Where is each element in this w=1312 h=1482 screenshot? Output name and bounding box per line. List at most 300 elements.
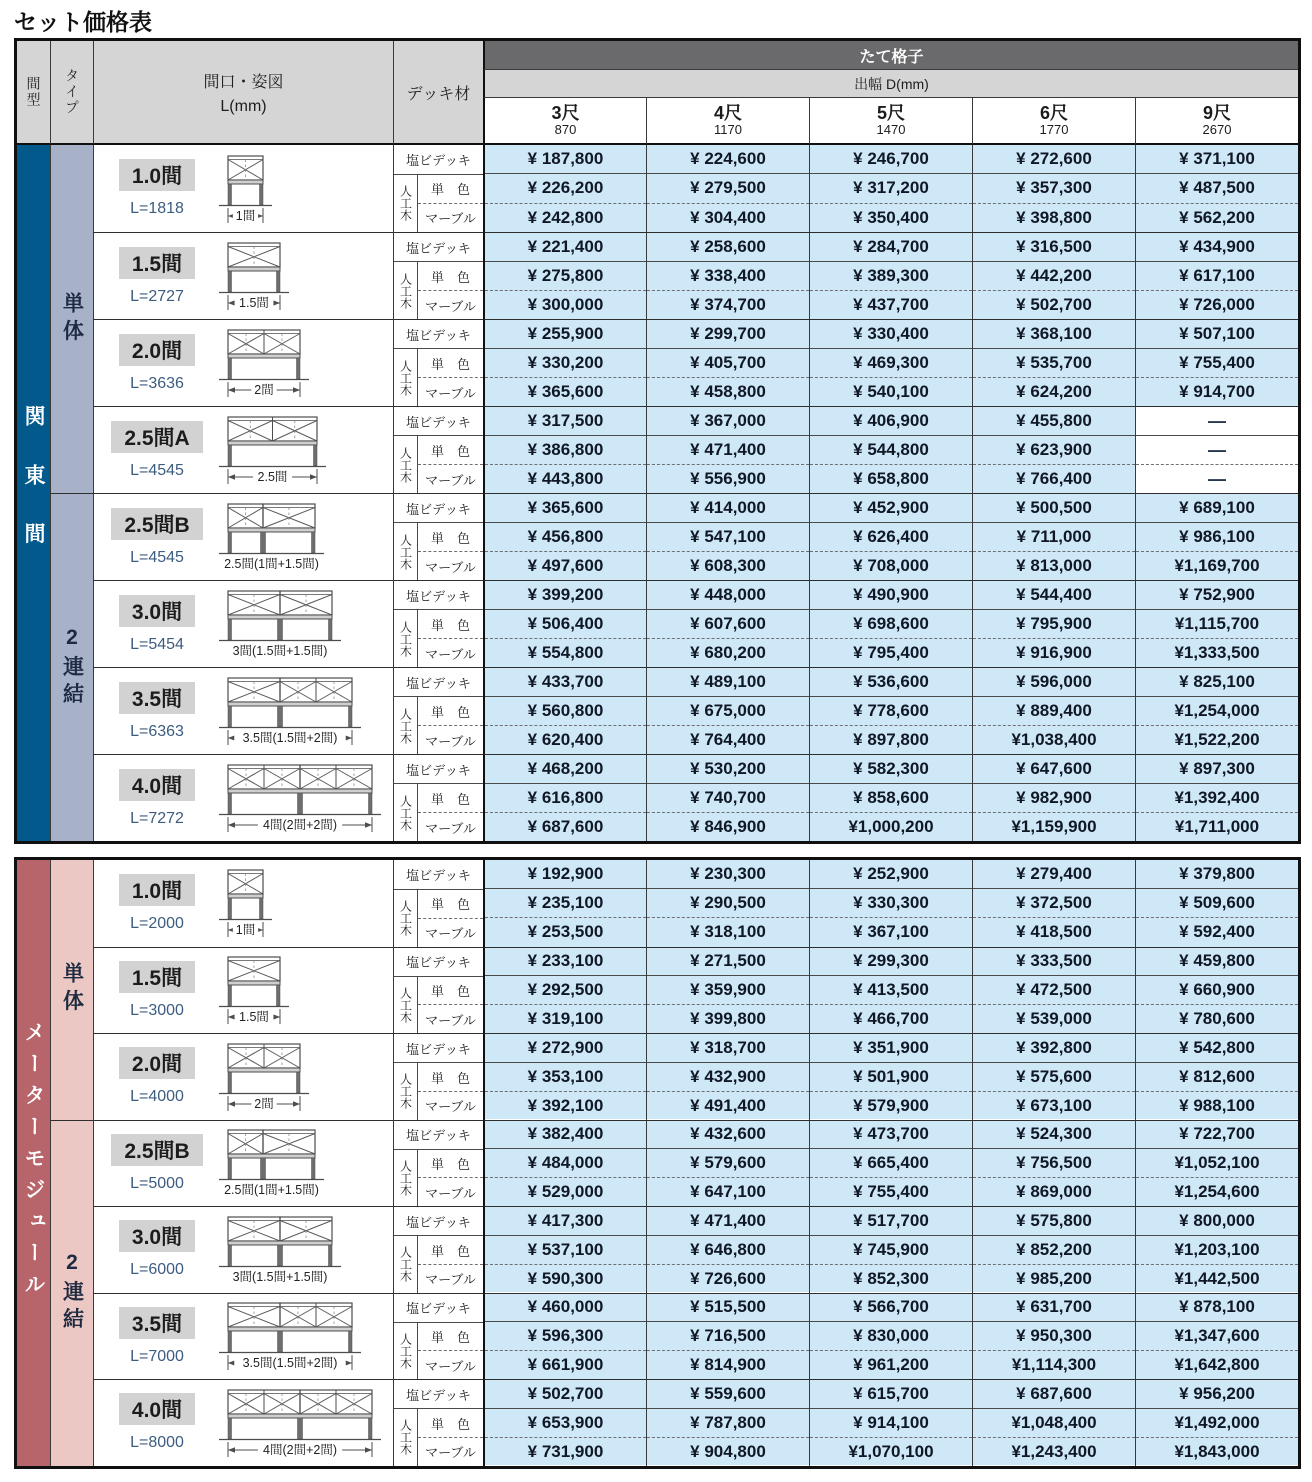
price-value: ¥ 716,500: [647, 1322, 809, 1351]
row-spec-cell: [93, 1120, 393, 1207]
price-value: ¥ 544,800: [810, 436, 972, 465]
deck-jinko-cell: [394, 436, 418, 493]
price-value: ¥ 579,600: [647, 1149, 809, 1178]
price-value: ¥1,070,100: [810, 1438, 972, 1466]
row-length: L=7000: [130, 1347, 184, 1365]
structure-diagram: [216, 954, 292, 1026]
price-value: ¥ 399,800: [647, 1005, 809, 1033]
price-value: ¥ 455,800: [973, 407, 1135, 436]
price-value: ¥ 304,400: [647, 204, 809, 232]
price-value: ¥ 434,900: [1136, 233, 1298, 262]
row-length: L=8000: [130, 1434, 184, 1452]
structure-diagram: [216, 1387, 384, 1459]
lattice-header: たて格子: [483, 41, 1298, 69]
row-label-block: [94, 581, 212, 667]
row-diagram: [212, 860, 393, 947]
price-value: ¥ 869,000: [973, 1178, 1135, 1206]
svg-text:1.5間: 1.5間: [239, 1010, 269, 1025]
price-cell: [809, 1293, 972, 1380]
deck-tan-label: 単 色: [418, 436, 483, 465]
price-cell: [1135, 232, 1298, 319]
svg-text:1間: 1間: [235, 208, 256, 223]
type-group: [50, 1120, 93, 1466]
structure-diagram: [216, 675, 364, 747]
deck-material-cell: [393, 493, 483, 580]
svg-text:2間: 2間: [254, 383, 274, 397]
row-length: L=5454: [130, 635, 184, 653]
structure-diagram: [216, 1300, 364, 1372]
row-diagram: [212, 145, 393, 232]
price-value: ¥ 338,400: [647, 262, 809, 291]
price-value: ¥ 271,500: [647, 948, 809, 977]
price-cell: [646, 1120, 809, 1207]
price-value: ¥ 330,200: [485, 349, 646, 378]
price-value: ¥ 852,200: [973, 1236, 1135, 1265]
price-cell: [483, 145, 646, 232]
price-value: ¥1,243,400: [973, 1438, 1135, 1466]
row-name: 1.5間: [119, 961, 195, 993]
price-value: ¥ 617,100: [1136, 262, 1298, 291]
price-cell: [1135, 493, 1298, 580]
row-label-block: [94, 1294, 212, 1380]
price-value: ¥ 653,900: [485, 1409, 646, 1438]
row-spec-cell: [93, 232, 393, 319]
deck-jinko-label: 人工木: [398, 185, 413, 222]
price-value: ¥ 673,100: [973, 1092, 1135, 1120]
price-cell: [972, 406, 1135, 493]
deck-jinko-cell: [394, 1063, 418, 1119]
price-cell: [1135, 1033, 1298, 1120]
row-spec-cell: [93, 1293, 393, 1380]
deck-jinko-label: 人工木: [398, 359, 413, 396]
row-spec-cell: [93, 947, 393, 1034]
deck-tan-label: 単 色: [418, 610, 483, 639]
price-cell: [972, 1379, 1135, 1466]
price-cell: [972, 1033, 1135, 1120]
deck-jinko-cell: [394, 349, 418, 406]
price-value: ¥ 986,100: [1136, 523, 1298, 552]
price-value: ¥1,169,700: [1136, 552, 1298, 580]
row-length: L=1818: [130, 200, 184, 217]
section-bar-kanto: [17, 145, 50, 841]
price-value: ¥1,254,600: [1136, 1178, 1298, 1206]
price-cell: [809, 1206, 972, 1293]
row-name: 2.5間B: [111, 508, 202, 540]
svg-text:1間: 1間: [235, 923, 256, 938]
deck-jinko-row: [394, 1063, 483, 1119]
price-value: ¥ 858,600: [810, 784, 972, 813]
price-value: ¥ 469,300: [810, 349, 972, 378]
price-value: ¥ 221,400: [485, 233, 646, 262]
price-value: ¥ 689,100: [1136, 494, 1298, 523]
deck-jinko-cell: [394, 1236, 418, 1292]
deck-jinko-row: [394, 610, 483, 667]
deck-jinko-row: [394, 523, 483, 580]
type-group: [50, 145, 93, 493]
price-value: ¥ 367,000: [647, 407, 809, 436]
price-cell: [1135, 667, 1298, 754]
price-cell: [1135, 1206, 1298, 1293]
price-cell: [483, 493, 646, 580]
price-value: ¥ 566,700: [810, 1294, 972, 1323]
deck-enbi-label: 塩ビデッキ: [394, 1380, 483, 1409]
structure-diagram: [216, 1214, 344, 1286]
price-value: ¥1,492,000: [1136, 1409, 1298, 1438]
row-label-block: [94, 668, 212, 754]
row-name: 1.0間: [119, 874, 195, 906]
size-mm: 2670: [1202, 122, 1232, 138]
price-value: ¥ 620,400: [485, 726, 646, 754]
type-group-label: 単体: [60, 962, 84, 1018]
price-value: ¥ 764,400: [647, 726, 809, 754]
deck-tan-label: 単 色: [418, 262, 483, 291]
deck-material-cell: [393, 1120, 483, 1207]
deck-jinko-row: [394, 977, 483, 1033]
price-value: ¥ 255,900: [485, 320, 646, 349]
price-cell: [972, 667, 1135, 754]
price-value: ¥ 985,200: [973, 1265, 1135, 1293]
price-cell: [483, 754, 646, 841]
price-cell: [646, 319, 809, 406]
row-spec-cell: [93, 493, 393, 580]
price-value: ¥ 418,500: [973, 918, 1135, 946]
svg-text:2.5間: 2.5間: [257, 470, 288, 484]
deck-jinko-row: [394, 1236, 483, 1292]
price-value: ¥ 316,500: [973, 233, 1135, 262]
price-value: ¥ 596,300: [485, 1322, 646, 1351]
row-length: L=6000: [130, 1261, 184, 1279]
price-cell: [1135, 145, 1298, 232]
row-diagram: [212, 1207, 393, 1293]
price-value: ¥ 537,100: [485, 1236, 646, 1265]
row-name: 4.0間: [119, 769, 195, 801]
price-value: ¥ 392,800: [973, 1034, 1135, 1063]
deck-marble-label: マーブル: [425, 926, 476, 941]
price-value: —: [1136, 436, 1298, 465]
svg-text:4間(2間+2間): 4間(2間+2間): [263, 818, 337, 832]
price-value: ¥ 501,900: [810, 1063, 972, 1092]
deck-jinko-label: 人工木: [398, 1159, 413, 1196]
deck-marble-label: マーブル: [425, 1272, 476, 1288]
price-cell: [972, 493, 1135, 580]
price-value: ¥ 372,500: [973, 889, 1135, 918]
price-cell: [809, 860, 972, 947]
row-length: L=6363: [130, 722, 184, 740]
price-value: ¥ 813,000: [973, 552, 1135, 580]
deck-tan-label: 単 色: [418, 697, 483, 726]
section-label: メーターモジュール: [22, 1021, 45, 1305]
deck-jinko-label: 人工木: [398, 707, 413, 744]
type-group: [50, 493, 93, 841]
size-label: 6尺: [1039, 102, 1068, 123]
price-value: ¥ 897,300: [1136, 755, 1298, 784]
deck-enbi-label: 塩ビデッキ: [394, 1207, 483, 1236]
deck-enbi-label: 塩ビデッキ: [394, 320, 483, 349]
row-diagram: [212, 1380, 393, 1466]
row-spec-cell: [93, 145, 393, 232]
price-value: ¥ 530,200: [647, 755, 809, 784]
price-cell: [483, 1379, 646, 1466]
price-value: ¥ 299,700: [647, 320, 809, 349]
price-cell: [972, 1293, 1135, 1380]
price-value: ¥ 661,900: [485, 1351, 646, 1379]
price-value: ¥ 665,400: [810, 1149, 972, 1178]
deck-jinko-label: 人工木: [398, 1246, 413, 1283]
deck-enbi-label: 塩ビデッキ: [394, 948, 483, 977]
price-value: ¥ 414,000: [647, 494, 809, 523]
deck-jinko-cell: [394, 1150, 418, 1206]
deck-jinko-cell: [394, 1323, 418, 1379]
row-spec-cell: [93, 1033, 393, 1120]
type-group-label: 単体: [60, 291, 84, 347]
price-cell: [1135, 860, 1298, 947]
price-cell: [646, 580, 809, 667]
price-value: ¥ 452,900: [810, 494, 972, 523]
price-value: ¥ 590,300: [485, 1265, 646, 1293]
price-cell: [483, 580, 646, 667]
deck-marble-label: マーブル: [425, 472, 476, 488]
price-value: ¥ 726,600: [647, 1265, 809, 1293]
deck-material-cell: [393, 145, 483, 232]
price-cell: [972, 145, 1135, 232]
price-cell: [1135, 1293, 1298, 1380]
price-value: ¥ 889,400: [973, 697, 1135, 726]
price-value: ¥1,048,400: [973, 1409, 1135, 1438]
deck-enbi-label: 塩ビデッキ: [394, 145, 483, 175]
price-value: ¥ 544,400: [973, 581, 1135, 610]
price-value: ¥ 582,300: [810, 755, 972, 784]
price-cell: [483, 860, 646, 947]
row-spec-cell: [93, 667, 393, 754]
deck-jinko-cell: [394, 610, 418, 667]
price-value: ¥ 515,500: [647, 1294, 809, 1323]
deck-jinko-label: 人工木: [398, 620, 413, 657]
price-value: ¥ 562,200: [1136, 204, 1298, 232]
price-value: ¥ 290,500: [647, 889, 809, 918]
price-cell: [646, 754, 809, 841]
row-label-block: [94, 320, 212, 406]
price-value: ¥ 460,000: [485, 1294, 646, 1323]
price-value: ¥ 647,600: [973, 755, 1135, 784]
price-value: ¥ 914,700: [1136, 378, 1298, 406]
price-cell: [1135, 754, 1298, 841]
deck-jinko-label: 人工木: [398, 446, 413, 483]
size-header-4shaku: [646, 97, 809, 145]
row-length: L=2727: [130, 287, 184, 305]
price-value: ¥ 399,200: [485, 581, 646, 610]
row-name: 3.0間: [119, 595, 195, 627]
row-diagram: [212, 233, 393, 319]
deck-enbi-label: 塩ビデッキ: [394, 1294, 483, 1323]
price-cell: [483, 947, 646, 1034]
price-value: ¥1,038,400: [973, 726, 1135, 754]
price-cell: [646, 860, 809, 947]
deck-enbi-label: 塩ビデッキ: [394, 755, 483, 784]
price-value: ¥ 382,400: [485, 1121, 646, 1150]
structure-diagram: [216, 240, 292, 312]
deck-material-cell: [393, 1379, 483, 1466]
price-value: ¥ 698,600: [810, 610, 972, 639]
price-value: ¥ 559,600: [647, 1380, 809, 1409]
deck-tan-label: 単 色: [418, 349, 483, 378]
price-value: ¥ 272,900: [485, 1034, 646, 1063]
price-value: ¥ 812,600: [1136, 1063, 1298, 1092]
price-value: ¥ 623,900: [973, 436, 1135, 465]
price-value: ¥1,843,000: [1136, 1438, 1298, 1466]
price-value: ¥ 740,700: [647, 784, 809, 813]
price-value: ¥ 517,700: [810, 1207, 972, 1236]
price-value: ¥ 432,900: [647, 1063, 809, 1092]
deck-jinko-cell: [394, 175, 418, 232]
price-value: ¥ 687,600: [485, 813, 646, 841]
price-value: ¥ 235,100: [485, 889, 646, 918]
deck-material-cell: [393, 667, 483, 754]
price-value: ¥ 275,800: [485, 262, 646, 291]
deck-material-cell: [393, 232, 483, 319]
price-value: ¥ 473,700: [810, 1121, 972, 1150]
row-diagram: [212, 1034, 393, 1120]
row-label-block: [94, 948, 212, 1034]
deck-material-cell: [393, 1206, 483, 1293]
section-bar-meter: [17, 860, 50, 1466]
row-diagram: [212, 407, 393, 493]
price-cell: [646, 145, 809, 232]
deck-jinko-row: [394, 1409, 483, 1465]
price-value: ¥ 318,100: [647, 918, 809, 946]
deck-jinko-cell: [394, 1409, 418, 1465]
deck-enbi-label: 塩ビデッキ: [394, 494, 483, 523]
deck-tan-label: 単 色: [418, 1323, 483, 1352]
price-value: ¥ 596,000: [973, 668, 1135, 697]
structure-diagram: [216, 414, 329, 486]
row-length: L=7272: [130, 809, 184, 827]
row-name: 3.0間: [119, 1220, 195, 1252]
row-diagram: [212, 755, 393, 841]
col-header-deck-material: [393, 41, 483, 145]
structure-diagram: [216, 501, 327, 573]
deck-jinko-label: 人工木: [398, 900, 413, 936]
size-mm: 1170: [714, 122, 742, 138]
price-cell: [646, 1033, 809, 1120]
deck-jinko-row: [394, 349, 483, 406]
deck-material-cell: [393, 1293, 483, 1380]
deck-jinko-cell: [394, 262, 418, 319]
price-value: ¥ 988,100: [1136, 1092, 1298, 1120]
price-value: ¥ 795,900: [973, 610, 1135, 639]
row-diagram: [212, 320, 393, 406]
price-value: ¥ 536,600: [810, 668, 972, 697]
deck-tan-label: 単 色: [418, 175, 483, 204]
price-value: ¥ 914,100: [810, 1409, 972, 1438]
price-value: ¥ 392,100: [485, 1092, 646, 1120]
deck-jinko-cell: [394, 977, 418, 1033]
page-title: セット価格表: [14, 9, 152, 35]
size-mm: 870: [554, 122, 577, 138]
col-header-maguchi-line1: 間口・姿図: [203, 73, 284, 91]
deck-marble-label: マーブル: [425, 1012, 476, 1028]
size-mm: 1770: [1039, 122, 1069, 138]
price-value: ¥1,052,100: [1136, 1149, 1298, 1178]
price-value: ¥1,392,400: [1136, 784, 1298, 813]
deck-marble-label: マーブル: [425, 298, 476, 314]
price-cell: [1135, 947, 1298, 1034]
price-cell: [1135, 1379, 1298, 1466]
deck-marble-label: マーブル: [425, 1445, 476, 1461]
deck-jinko-label: 人工木: [398, 272, 413, 309]
price-value: ¥ 846,900: [647, 813, 809, 841]
deck-material-cell: [393, 860, 483, 947]
deck-enbi-label: 塩ビデッキ: [394, 233, 483, 262]
price-value: ¥ 631,700: [973, 1294, 1135, 1323]
row-label-block: [94, 145, 212, 232]
price-value: ¥ 800,000: [1136, 1207, 1298, 1236]
price-value: ¥ 722,700: [1136, 1121, 1298, 1150]
row-label-block: [94, 860, 212, 947]
price-value: ¥ 367,100: [810, 918, 972, 946]
row-name: 2.5間A: [111, 421, 202, 453]
price-value: ¥1,000,200: [810, 813, 972, 841]
price-value: ¥ 489,100: [647, 668, 809, 697]
price-value: ¥ 413,500: [810, 976, 972, 1005]
price-cell: [483, 319, 646, 406]
deck-jinko-label: 人工木: [398, 1332, 413, 1369]
price-value: ¥ 675,000: [647, 697, 809, 726]
price-value: ¥ 755,400: [1136, 349, 1298, 378]
deck-jinko-row: [394, 784, 483, 841]
price-cell: [646, 1206, 809, 1293]
size-header-5shaku: [809, 97, 972, 145]
price-cell: [483, 1206, 646, 1293]
price-cell: [972, 860, 1135, 947]
price-cell: [646, 406, 809, 493]
section-label: 関東間: [22, 404, 45, 582]
price-value: ¥ 626,400: [810, 523, 972, 552]
price-value: ¥ 616,800: [485, 784, 646, 813]
price-value: ¥ 579,900: [810, 1092, 972, 1120]
price-value: ¥ 359,900: [647, 976, 809, 1005]
price-value: ¥ 500,500: [973, 494, 1135, 523]
price-cell: [809, 1033, 972, 1120]
structure-diagram: [216, 153, 275, 225]
price-cell: [972, 319, 1135, 406]
price-value: ¥ 755,400: [810, 1178, 972, 1206]
price-value: ¥ 490,900: [810, 581, 972, 610]
price-value: ¥ 502,700: [973, 291, 1135, 319]
deck-enbi-label: 塩ビデッキ: [394, 407, 483, 436]
row-length: L=3000: [130, 1001, 184, 1019]
price-value: ¥ 646,800: [647, 1236, 809, 1265]
row-diagram: [212, 494, 393, 580]
price-value: ¥ 386,800: [485, 436, 646, 465]
price-value: ¥ 708,000: [810, 552, 972, 580]
price-value: ¥ 252,900: [810, 860, 972, 889]
price-cell: [809, 1379, 972, 1466]
price-value: ¥ 466,700: [810, 1005, 972, 1033]
row-diagram: [212, 1294, 393, 1380]
deck-marble-label: マーブル: [425, 385, 476, 401]
size-header-9shaku: [1135, 97, 1298, 145]
price-value: ¥ 330,300: [810, 889, 972, 918]
size-label: 9尺: [1202, 102, 1231, 123]
row-name: 3.5間: [119, 682, 195, 714]
price-cell: [809, 406, 972, 493]
price-value: ¥ 554,800: [485, 639, 646, 667]
kanto-price-table: [14, 38, 1301, 844]
size-header-6shaku: [972, 97, 1135, 145]
price-value: ¥ 540,100: [810, 378, 972, 406]
price-value: ¥ 333,500: [973, 948, 1135, 977]
deck-material-cell: [393, 947, 483, 1034]
